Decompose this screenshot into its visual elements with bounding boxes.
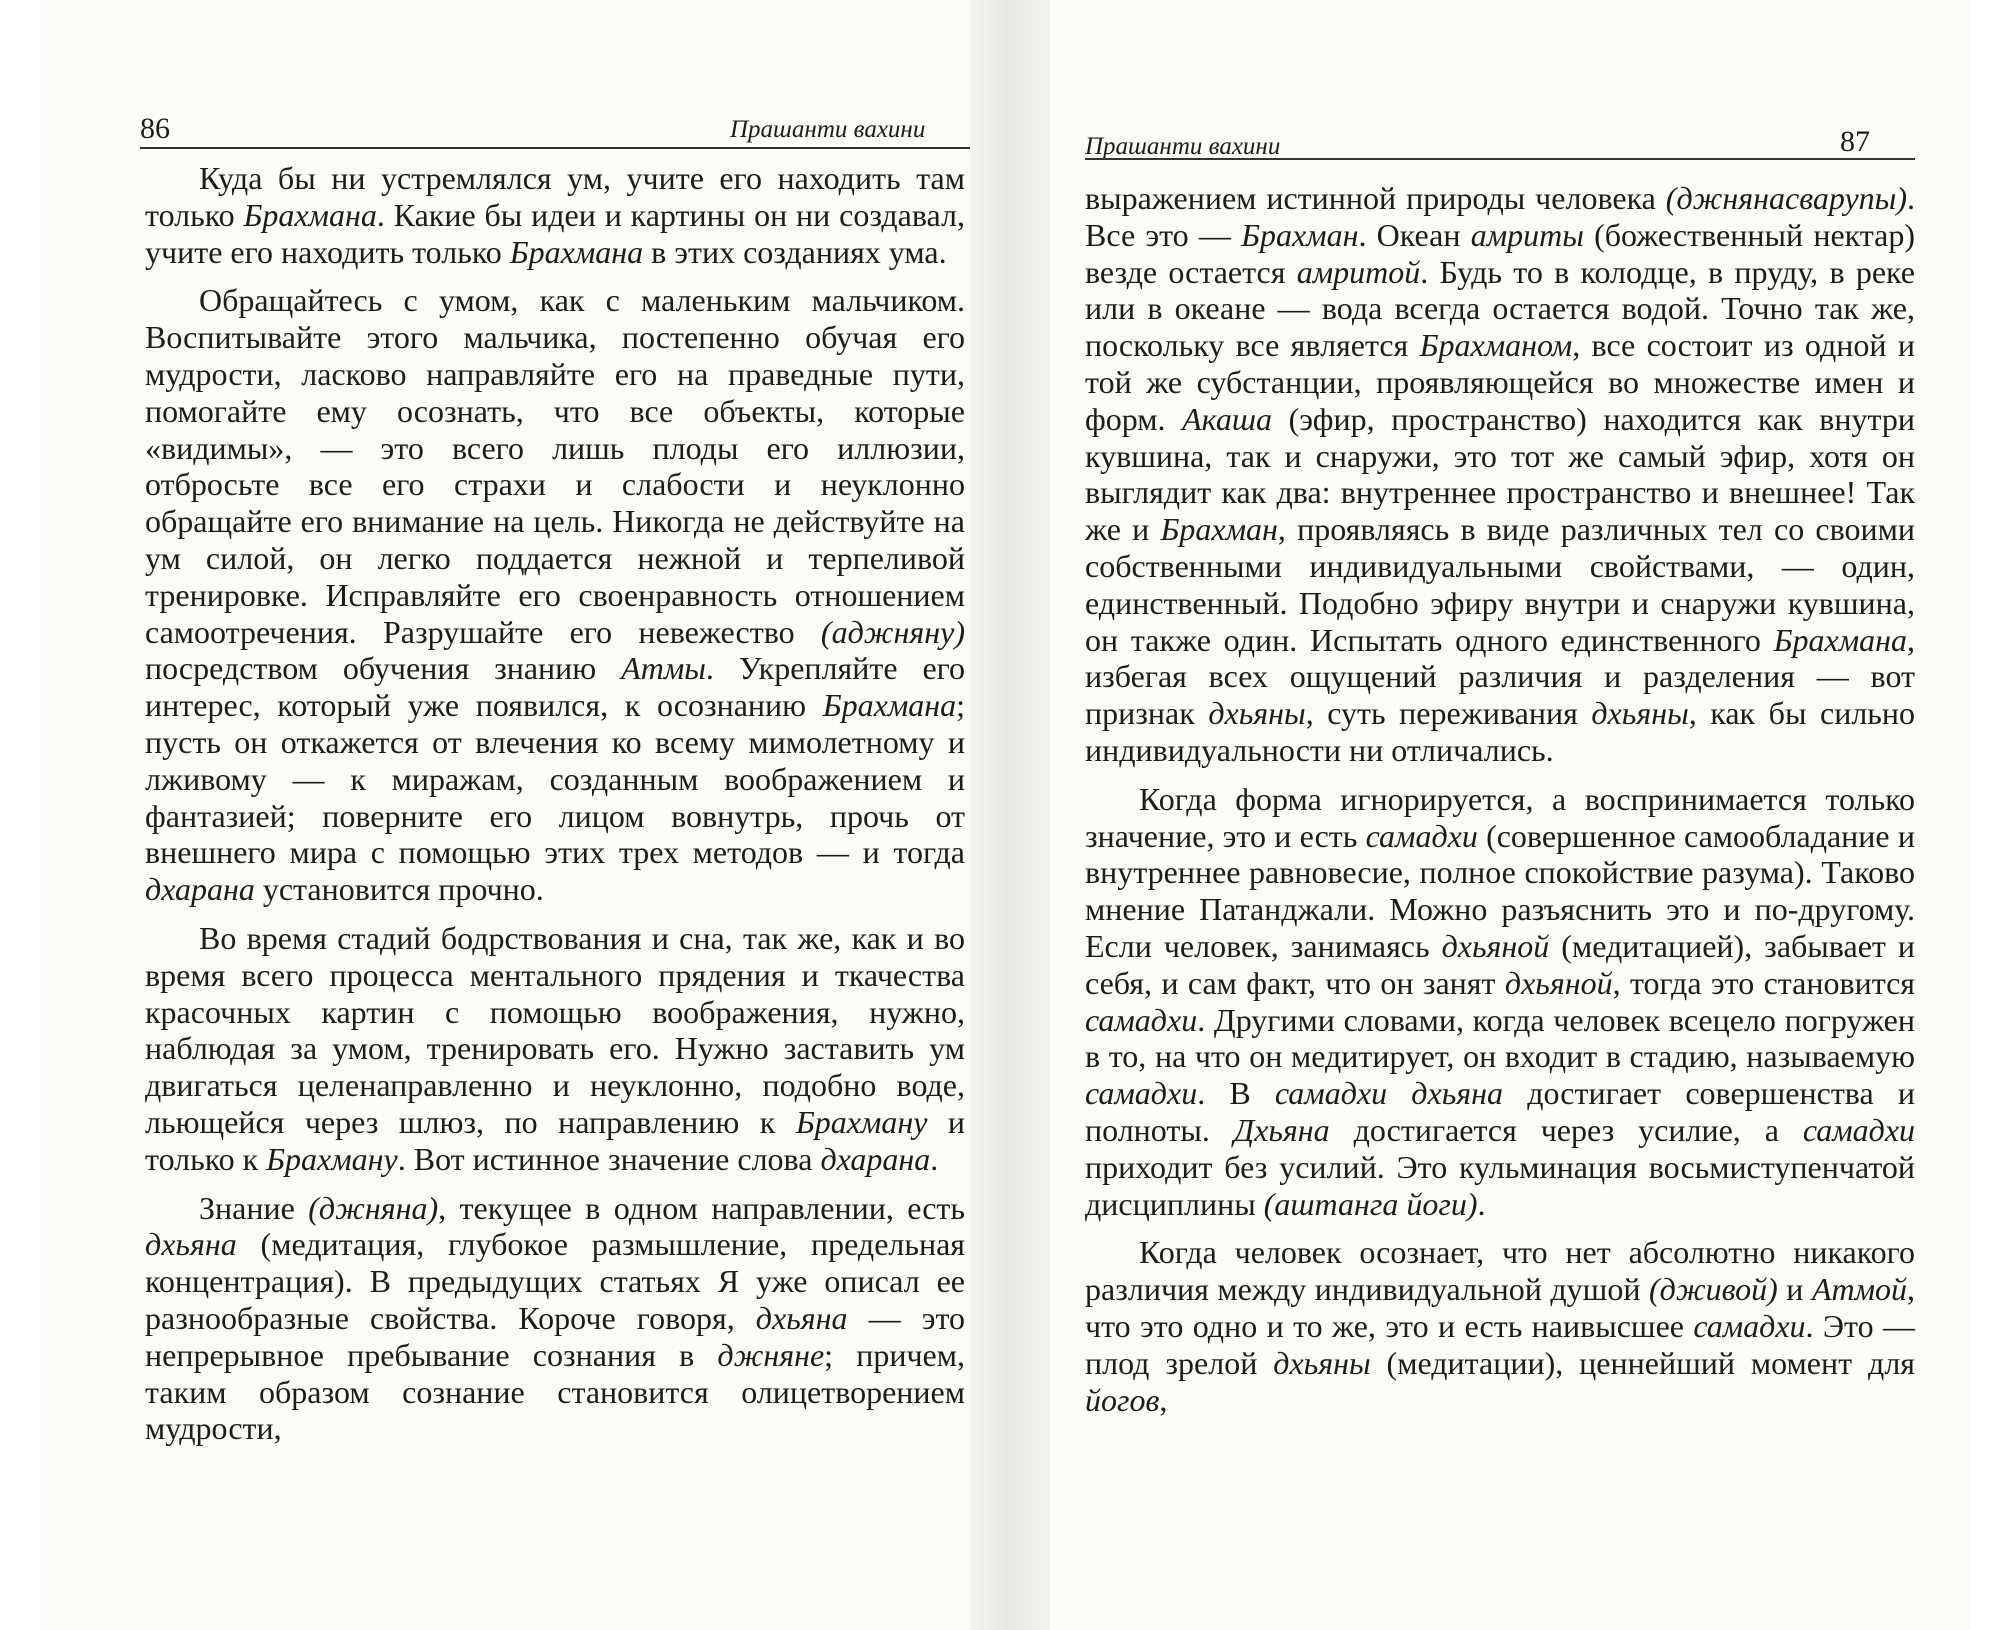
italic-term: дхарана — [820, 1140, 931, 1177]
italic-term: самадхи — [1693, 1307, 1806, 1344]
italic-term: дхьяны — [1208, 695, 1306, 732]
text-run: (медитации), ценнейший момент для — [1370, 1344, 1916, 1381]
italic-term: Дхьяна — [1233, 1111, 1330, 1148]
text-run: и только к — [145, 1103, 966, 1177]
paragraph — [145, 160, 965, 270]
italic-term: Брахману — [266, 1140, 398, 1177]
paragraph — [145, 1190, 965, 1448]
paragraph — [1085, 180, 1915, 769]
text-run: Куда бы ни устремлялся ум, учите его находить там только — [145, 160, 965, 233]
italic-term: (джняна) — [308, 1189, 439, 1226]
italic-term: джняне — [717, 1336, 825, 1373]
left-running-title: Прашанти вахини — [730, 116, 926, 143]
text-run: (медитацией), забывает и себя, и сам факт, что он занят — [1085, 927, 1915, 1001]
right-running-title: Прашанти вахини — [1085, 133, 1281, 160]
italic-term: йогов — [1085, 1381, 1160, 1418]
right-page-body — [1085, 180, 1915, 1430]
book-gutter — [970, 0, 1050, 1630]
italic-term: дхьяна — [755, 1299, 848, 1336]
italic-term: Акаша — [1182, 400, 1272, 437]
text-run: Обращайтесь с умом, как с маленьким мальчиком. Воспитывайте этого мальчика, постепенно обучая его мудрости, ласково направляйте его на праведные пути, помогайте ему осознать, что все объекты, которые «видимы», — это всего лишь плоды его иллюзии, отбросьте все его страхи и слабости и неуклонно обращайте его внимание на цель. Никогда не действуйте на ум силой, он легко поддается нежной и терпеливой тренировке. Исправляйте его своенравность отношением самоотречения. Разрушайте его невежество — [145, 282, 965, 650]
paragraph — [145, 920, 965, 1178]
text-run: (эфир, пространство) находится как внутри кувшина, так и снаружи, это тот же самый эфир, хотя он выглядит как два: внутреннее пространство и внешнее! Так же и — [1085, 400, 1915, 548]
italic-term: дхьяной — [1504, 964, 1613, 1001]
text-run: . Укрепляйте его интерес, который уже появился, к осознанию — [145, 650, 966, 724]
text-run: . Какие бы идеи и картины он ни создавал, учите его находить только — [145, 196, 966, 270]
italic-term: самадхи — [1365, 817, 1478, 854]
text-run: , суть переживания — [1305, 695, 1592, 732]
right-header-rule — [1085, 158, 1915, 160]
italic-term: Атмой — [1811, 1271, 1908, 1308]
paragraph — [145, 282, 965, 908]
italic-term: (джнянасварупы) — [1665, 180, 1907, 216]
italic-term: самадхи — [1802, 1111, 1916, 1148]
text-run: , избегая всех ощущений различия и разделения — вот признак — [1085, 621, 1915, 732]
italic-term: Брахмана — [509, 233, 644, 270]
text-run: (совершенное самообладание и внутреннее равновесие, полное спокойствие разума). Таково мнение Патанджали. Можно разъяснить это и по-другому. Если человек, занимаясь — [1085, 817, 1916, 964]
italic-term: Брахман — [1241, 216, 1359, 253]
text-run: посредством обучения знанию — [145, 650, 622, 687]
text-run: — это непрерывное пребывание сознания в — [145, 1299, 966, 1373]
left-page — [40, 0, 970, 1630]
text-run: , тогда это становится — [1612, 964, 1916, 1001]
right-page — [1050, 0, 1970, 1630]
italic-term: дхьяной — [1441, 927, 1550, 964]
italic-term: (аштанга йоги) — [1263, 1185, 1478, 1222]
italic-term: самадхи — [1085, 1001, 1198, 1038]
text-run: , текущее в одном направлении, есть — [438, 1189, 966, 1226]
text-run: достигается через усилие, а — [1329, 1111, 1803, 1148]
text-run: , все состоит из одной и той же субстанции, проявляющейся во множестве имен и форм. — [1085, 327, 1916, 437]
left-page-body — [145, 160, 965, 1459]
text-run: ; причем, таким образом сознание становится олицетворением мудрости, — [145, 1336, 966, 1447]
text-run: установится прочно. — [254, 871, 544, 908]
italic-term: Брахманом — [1419, 327, 1573, 364]
italic-term: дхьяны — [1591, 695, 1689, 732]
text-run: . — [930, 1140, 939, 1177]
left-header-rule — [140, 147, 970, 149]
text-run: Во время стадий бодрствования и сна, так же, как и во время всего процесса ментального прядения и ткачества красочных картин с помощью воображения, нужно, наблюдая за умом, тренировать его. Нужно заставить ум двигаться целенаправленно и неуклонно, подобно воде, льющейся через шлюз, по направлению к — [145, 919, 965, 1140]
left-page-number: 86 — [140, 112, 170, 145]
italic-term: Брахмана — [243, 196, 377, 233]
paragraph — [1085, 1234, 1915, 1418]
text-run: . Другими словами, когда человек всецело погружен в то, на что он медитирует, он входит в стадию, называемую — [1085, 1001, 1915, 1075]
text-run: . — [1477, 1185, 1486, 1222]
italic-term: Брахман — [1160, 511, 1278, 548]
text-run: (медитация, глубокое размышление, предельная концентрация). В предыдущих статьях Я уже описал ее разнообразные свойства. Короче говоря, — [145, 1226, 965, 1336]
text-run: достигает совершенства и полноты. — [1085, 1075, 1916, 1148]
italic-term: дхарана — [145, 871, 255, 908]
text-run: . Вот истинное значение слова — [397, 1140, 821, 1177]
text-run: . В — [1197, 1075, 1275, 1112]
italic-term: Атмы — [621, 650, 706, 687]
italic-term: амритой — [1296, 253, 1421, 290]
text-run: , — [1159, 1381, 1168, 1418]
italic-term: Брахмана — [1773, 621, 1907, 658]
text-run: ; пусть он откажется от влечения ко всему мимолетному и лживому — к миражам, созданным воображением и фантазией; поверните его лицом вовнутрь, прочь от внешнего мира с помощью этих трех методов — и тогда — [145, 687, 965, 871]
text-run: Когда форма игнорируется, а воспринимается только значение, это и есть — [1085, 780, 1915, 854]
text-run: (божественный нектар) везде остается — [1085, 216, 1916, 290]
right-page-number: 87 — [1840, 125, 1870, 158]
text-run: и — [1777, 1271, 1812, 1308]
italic-term: дхьяна — [145, 1226, 237, 1263]
italic-term: Брахману — [795, 1103, 928, 1140]
italic-term: самадхи дхьяна — [1274, 1075, 1504, 1112]
italic-term: самадхи — [1085, 1075, 1198, 1112]
text-run: . Океан — [1358, 216, 1471, 253]
italic-term: амриты — [1470, 216, 1584, 253]
italic-term: (аджняну) — [820, 613, 965, 650]
italic-term: Брахмана — [822, 687, 957, 724]
text-run: . Будь то в колодце, в пруду, в реке или в океане — вода всегда остается водой. Точно так же, поскольку все является — [1085, 253, 1916, 364]
italic-term: дхьяны — [1273, 1344, 1371, 1381]
text-run: Когда человек осознает, что нет абсолютно никакого различия между индивидуальной душой — [1085, 1234, 1915, 1308]
text-run: . Это — плод зрелой — [1085, 1307, 1915, 1381]
text-run: . Все это — — [1085, 180, 1915, 253]
text-run: приходит без усилий. Это кульминация восьмиступенчатой дисциплины — [1085, 1148, 1915, 1222]
left-page-header — [40, 112, 970, 152]
text-run: Знание — [199, 1189, 309, 1226]
italic-term: (дживой) — [1648, 1271, 1778, 1308]
text-run: в этих созданиях ума. — [643, 233, 947, 270]
text-run: , как бы сильно индивидуальности ни отличались. — [1085, 695, 1916, 768]
text-run: выражением истинной природы человека — [1085, 180, 1666, 216]
paragraph — [1085, 781, 1915, 1223]
text-run: , проявляясь в виде различных тел со своими собственными индивидуальными свойствами, — один, единственный. Подобно эфиру внутри и снаружи кувшина, он также один. Испытать одного единственного — [1085, 511, 1916, 658]
text-run: , что это одно и то же, это и есть наивысшее — [1085, 1271, 1916, 1344]
